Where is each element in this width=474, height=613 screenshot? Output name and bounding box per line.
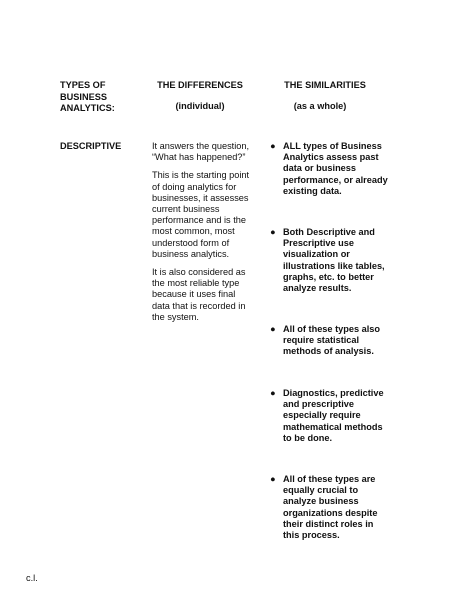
header-differences: THE DIFFERENCES xyxy=(157,80,243,90)
difference-paragraph: This is the starting point of doing analytics for businesses, it assesses current business performance and is the most common, most understood form of business analytics. xyxy=(152,170,250,259)
footer-initials: c.l. xyxy=(26,573,38,583)
header-similarities: THE SIMILARITIES xyxy=(284,80,366,90)
difference-paragraph: It answers the question, “What has happened?” xyxy=(152,141,250,163)
similarity-text: ALL types of Business Analytics assess past data or business performance, or already existing data. xyxy=(283,141,388,196)
bullet-icon: ● xyxy=(270,227,276,237)
type-label-descriptive: DESCRIPTIVE xyxy=(60,141,122,151)
header-types-of-business-analytics: TYPES OF BUSINESS ANALYTICS: xyxy=(60,80,115,114)
bullet-icon: ● xyxy=(270,324,276,334)
similarity-bullet xyxy=(270,141,390,197)
similarity-bullet xyxy=(270,474,390,541)
similarity-text: Diagnostics, predictive and prescriptive especially require mathematical methods to be done. xyxy=(283,388,384,443)
header-similarities-subtitle: (as a whole) xyxy=(293,101,347,111)
bullet-icon: ● xyxy=(270,474,276,484)
bullet-icon: ● xyxy=(270,388,276,398)
similarity-bullet xyxy=(270,324,390,358)
similarity-text: Both Descriptive and Prescriptive use visualization or illustrations like tables, graphs, etc. to better analyze results. xyxy=(283,227,385,294)
bullet-icon: ● xyxy=(270,141,276,151)
similarity-bullet xyxy=(270,388,390,444)
differences-cell xyxy=(152,141,252,330)
similarity-text: All of these types are equally crucial to analyze business organizations despite their distinct roles in this process. xyxy=(283,474,378,541)
similarity-text: All of these types also require statistical methods of analysis. xyxy=(283,324,381,357)
header-differences-subtitle: (individual) xyxy=(175,101,225,111)
similarity-bullet xyxy=(270,227,390,294)
difference-paragraph: It is also considered as the most reliable type because it uses final data that is recorded in the system. xyxy=(152,267,246,322)
